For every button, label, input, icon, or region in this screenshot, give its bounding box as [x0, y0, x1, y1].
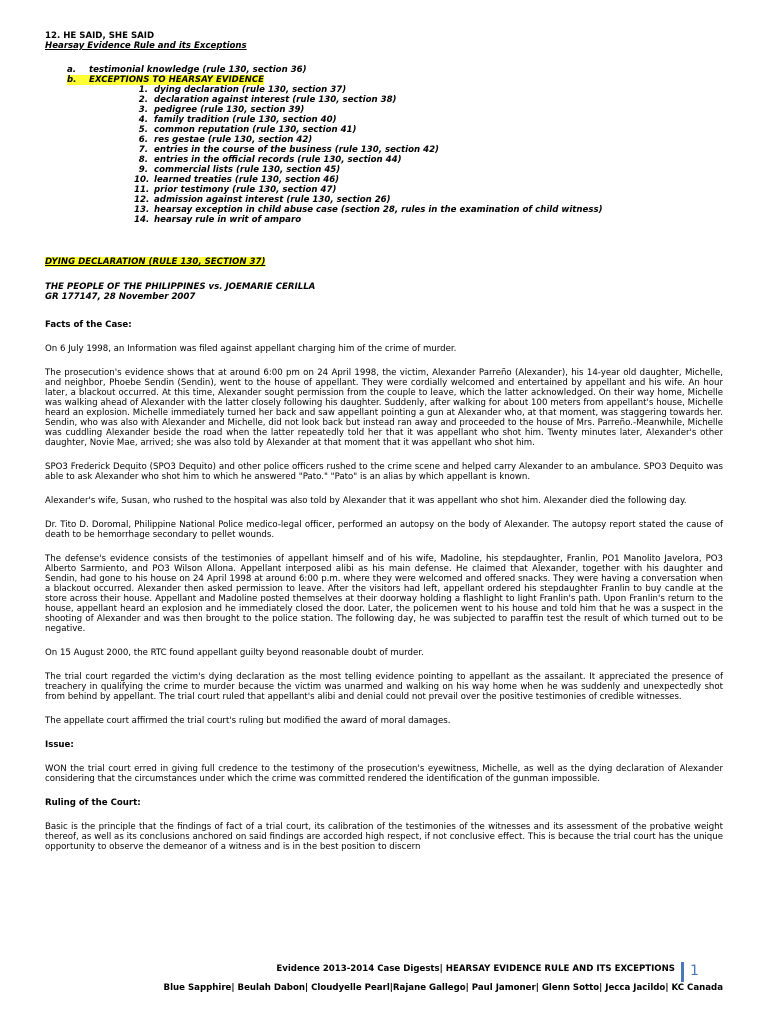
paragraph: On 15 August 2000, the RTC found appellant guilty beyond reasonable doubt of murder. — [45, 648, 424, 658]
page-number-divider — [681, 962, 684, 982]
paragraph: WON the trial court erred in giving full credence to the testimony of the prosecution's eyewitness, Michelle, as well as the dying declaration of Alexander considering that the circumstances under which the crime was committed rendered the identification of the gunman impossible. — [45, 764, 723, 784]
paragraph: On 6 July 1998, an Information was filed against appellant charging him of the crime of murder. — [45, 344, 457, 354]
list-item: 11. prior testimony (rule 130, section 47) — [134, 185, 337, 195]
page-body — [45, 31, 723, 852]
paragraph: The defense's evidence consists of the testimonies of appellant himself and of his wife, Madoline, his stepdaughter, Franlin, PO1 Manolito Javelora, PO3 Alberto Sarmiento, and PO3 Wilson Allona. Appellant interposed alibi as his main defense. He claimed that Alexander, together with his daughter and Sendin, had gone to his house on 24 April 1998 at around 6:00 p.m. where they were welcomed and offered snacks. They were having a conversation when a blackout occurred. Alexander then asked permission to leave. After the visitors had left, appellant ordered his stepdaughter Franlin to buy candle at the store across their house. Appellant and Madoline posted themselves at their doorway holding a flashlight to light Franlin's path. Upon Franlin's return to the house, appellant heard an explosion and he immediately closed the door. Later, the policemen went to his house and told him that he was a suspect in the shooting of Alexander and was then brought to the police station. The following day, he was subjected to paraffin test the result of which turned out to be negative. — [45, 554, 723, 634]
list-item: 2. declaration against interest (rule 130, section 38) — [138, 95, 397, 105]
outline-item-b: b. EXCEPTIONS TO HEARSAY EVIDENCE — [67, 75, 265, 85]
chapter-title: 12. HE SAID, SHE SAID — [45, 31, 155, 41]
ruling-label: Ruling of the Court: — [45, 798, 141, 808]
exceptions-list — [134, 85, 723, 225]
page-footer — [0, 962, 768, 1022]
list-item: 4. family tradition (rule 130, section 40) — [138, 115, 337, 125]
footer-course-title: Evidence 2013-2014 Case Digests| HEARSAY EVIDENCE RULE AND ITS EXCEPTIONS — [276, 964, 675, 974]
list-item: 5. common reputation (rule 130, section 41) — [138, 125, 357, 135]
paragraph: Basic is the principle that the findings of fact of a trial court, its calibration of the testimonies of the witnesses and its assessment of the probative weight thereof, as well as its conclusions anchored on said findings are accorded high respect, if not conclusive effect. This is because the trial court has the unique opportunity to observe the demeanor of a witness and is in the best position to discern — [45, 822, 723, 852]
case-title: THE PEOPLE OF THE PHILIPPINES vs. JOEMARIE CERILLA — [45, 282, 316, 292]
paragraph: Alexander's wife, Susan, who rushed to the hospital was also told by Alexander that it was appellant who shot him. Alexander died the following day. — [45, 496, 687, 506]
issue-label: Issue: — [45, 740, 74, 750]
list-item: 13. hearsay exception in child abuse case (section 28, rules in the examination of child witness) — [134, 205, 603, 215]
list-item: 14. hearsay rule in writ of amparo — [134, 215, 302, 225]
facts-label: Facts of the Case: — [45, 320, 132, 330]
paragraph: The prosecution's evidence shows that at around 6:00 pm on 24 April 1998, the victim, Alexander Parreño (Alexander), his 14-year old daughter, Michelle, and neighbor, Phoebe Sendin (Sendin), went to the house of appellant. They were cordially welcomed and entertained by appellant and his wife. An hour later, a blackout occurred. At this time, Alexander sought permission from the couple to leave, which the latter acknowledged. On their way home, Michelle was walking ahead of Alexander with the latter closely following his daughter. Suddenly, after walking for about 100 meters from appellant's house, Michelle heard an explosion. Michelle immediately turned her back and saw appellant pointing a gun at Alexander who, at that moment, was staggering towards her. Sendin, who was also with Alexander and Michelle, did not look back but instead ran away and proceeded to the house of Mrs. Parreño.-Meanwhile, Michelle was cuddling Alexander beside the road when the latter repeatedly told her that it was appellant who shot him. Twenty minutes later, Alexander's other daughter, Novie Mae, arrived; she was also told by Alexander at that moment that it was appellant who shot him. — [45, 368, 723, 448]
list-item: 12. admission against interest (rule 130, section 26) — [134, 195, 391, 205]
list-item: 6. res gestae (rule 130, section 42) — [138, 135, 313, 145]
list-item: 1. dying declaration (rule 130, section 37) — [138, 85, 347, 95]
list-item: 8. entries in the official records (rule 130, section 44) — [138, 155, 402, 165]
page-number: 1 — [690, 963, 699, 979]
list-item: 10. learned treaties (rule 130, section 46) — [134, 175, 340, 185]
chapter-subtitle: Hearsay Evidence Rule and its Exceptions — [45, 41, 247, 51]
paragraph: The trial court regarded the victim's dying declaration as the most telling evidence pointing to appellant as the assailant. It appreciated the presence of treachery in qualifying the crime to murder because the victim was unarmed and walking on his way home when he was suddenly and unexpectedly shot from behind by appellant. The trial court ruled that appellant's alibi and denial could not prevail over the positive testimonies of credible witnesses. — [45, 672, 723, 702]
footer-authors: Blue Sapphire| Beulah Dabon| Cloudyelle Pearl|Rajane Gallego| Paul Jamoner| Glenn Sotto| Jecca Jacildo| KC Canada — [163, 983, 723, 993]
paragraph: The appellate court affirmed the trial court's ruling but modified the award of moral damages. — [45, 716, 451, 726]
list-item: 9. commercial lists (rule 130, section 45) — [138, 165, 341, 175]
section-heading — [45, 257, 723, 267]
case-caption — [45, 282, 723, 302]
section-title: DYING DECLARATION (RULE 130, SECTION 37) — [45, 257, 266, 267]
paragraph: SPO3 Frederick Dequito (SPO3 Dequito) and other police officers rushed to the crime scene and helped carry Alexander to an ambulance. SPO3 Dequito was able to ask Alexander who shot him to which he answered "Pato." "Pato" is an alias by which appellant is known. — [45, 462, 723, 482]
exceptions-outline — [67, 65, 723, 225]
paragraph: Dr. Tito D. Doromal, Philippine National Police medico-legal officer, performed an autopsy on the body of Alexander. The autopsy report stated the cause of death to be hemorrhage secondary to pellet wounds. — [45, 520, 723, 540]
outline-item-a: a. testimonial knowledge (rule 130, section 36) — [67, 65, 307, 75]
list-item: 3. pedigree (rule 130, section 39) — [138, 105, 305, 115]
list-item: 7. entries in the course of the business (rule 130, section 42) — [138, 145, 439, 155]
case-reference: GR 177147, 28 November 2007 — [45, 292, 196, 302]
